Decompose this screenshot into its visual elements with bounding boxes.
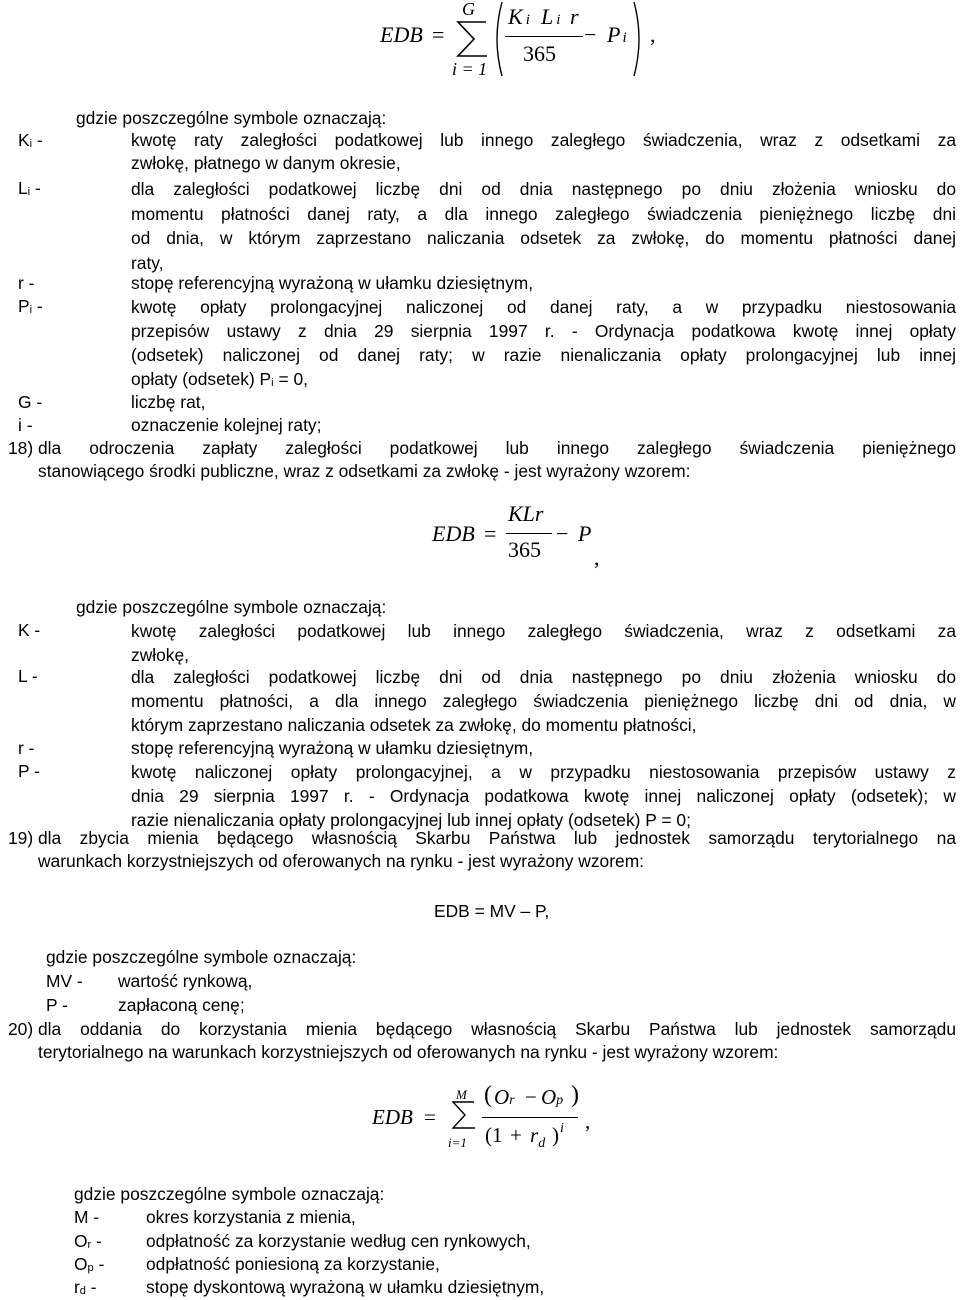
legend-4-intro: gdzie poszczególne symbole oznaczają:: [74, 1184, 385, 1204]
legend-4-definition-op: odpłatność poniesioną za korzystanie,: [146, 1254, 440, 1274]
legend-4-symbol-or: $O_r$ -: [74, 1231, 102, 1251]
f2-comma: ,: [594, 545, 600, 570]
legend-4-symbol-m: M -: [74, 1207, 100, 1227]
f1-equals: =: [432, 22, 445, 47]
f1-fraction-bar: [505, 36, 583, 37]
legend-1-definition-i: oznaczenie kolejnej raty;: [131, 415, 322, 435]
f4-den-open: (1: [485, 1123, 503, 1147]
f1-denominator: 365: [523, 41, 556, 66]
f4-lhs: EDB: [372, 1105, 413, 1129]
legend-2-definition-k: [131, 619, 956, 667]
formula-3: EDB = MV – P,: [434, 901, 550, 921]
formula-4: [0, 1080, 960, 1160]
legend-1-symbol-pi: $P_i$ -: [18, 296, 43, 316]
f1-sum-lower: i = 1: [452, 59, 488, 79]
f2-numerator: KLr: [508, 501, 544, 526]
f4-sum-upper: M: [456, 1087, 467, 1102]
legend-1-definition-li: [131, 177, 956, 275]
f1-num-r: r: [570, 4, 579, 29]
f2-equals: =: [484, 521, 497, 546]
def-line: momentu płatności, a dla innego zaległego świadczenia pieniężnego liczbę dni od dnia, w: [131, 691, 956, 711]
legend-4-symbol-op: $O_p$ -: [74, 1254, 105, 1274]
f1-num-l: L i: [541, 4, 561, 29]
f4-den-exponent: i: [560, 1121, 564, 1136]
legend-3-definition-p: zapłaconą cenę;: [118, 995, 245, 1015]
legend-4-symbol-rd: $r_d$ -: [74, 1277, 97, 1297]
f2-minus: −: [556, 521, 569, 546]
def-line: dnia 29 sierpnia 1997 r. - Ordynacja podatkowa kwotę innej naliczonej opłaty (odsetek); w: [131, 786, 956, 806]
sum-sign: [456, 20, 490, 58]
def-line: kwotę opłaty prolongacyjnej naliczonej od danej raty, a w przypadku niestosowania: [131, 297, 956, 317]
f4-num-or: Or: [494, 1085, 515, 1109]
item-19-line-1: dla zbycia mienia będącego własnością Skarbu Państwa lub jednostek samorządu terytorialnego na: [38, 828, 956, 848]
item-20-line-2: terytorialnego na warunkach korzystniejszych od oferowanych na rynku - jest wyrażony wzorem:: [38, 1042, 779, 1062]
f1-comma: ,: [650, 22, 656, 47]
f4-den-r: $r_d$: [530, 1123, 546, 1151]
item-20-number: 20): [8, 1019, 34, 1039]
item-18-number: 18): [8, 438, 34, 458]
legend-2-intro: gdzie poszczególne symbole oznaczają:: [76, 597, 387, 617]
def-line: dla zaległości podatkowej liczbę dni od dnia następnego po dniu złożenia wniosku do: [131, 667, 956, 687]
legend-1-definition-g: liczbę rat,: [131, 392, 206, 412]
f4-num-minus: −: [525, 1085, 537, 1109]
f1-num-k: K i: [508, 4, 530, 29]
item-20-line-1: dla oddania do korzystania mienia będącego własnością Skarbu Państwa lub jednostek samorządu: [38, 1019, 956, 1039]
legend-1-symbol-r: r -: [18, 273, 35, 293]
sum-sign: [451, 1100, 477, 1130]
f2-p: P: [578, 521, 592, 546]
f4-num-op: Op: [541, 1085, 564, 1109]
legend-2-definition-l: [131, 665, 956, 737]
def-line: przepisów ustawy z dnia 29 sierpnia 1997 r. - Ordynacja podatkowa kwotę innej opłaty: [131, 321, 956, 341]
f4-den-close: ): [552, 1123, 559, 1147]
def-line: opłaty (odsetek) $P_i = 0$,: [131, 369, 308, 389]
legend-2-definition-p: [131, 760, 956, 832]
legend-4-definition-rd: stopę dyskontową wyrażoną w ułamku dziesiętnym,: [146, 1277, 545, 1297]
legend-1-intro: gdzie poszczególne symbole oznaczają:: [76, 108, 387, 128]
item-18-line-1: dla odroczenia zapłaty zaległości podatkowej lub innego zaległego świadczenia pieniężnego: [38, 438, 956, 458]
legend-3-symbol-mv: MV -: [46, 971, 83, 991]
f2-denominator: 365: [508, 537, 541, 562]
legend-1-definition-ki: [131, 129, 956, 174]
f4-num-close: ): [571, 1082, 579, 1108]
f1-sum-upper: G: [462, 0, 475, 19]
f1-p: P i: [607, 22, 627, 47]
f4-num-open: (: [484, 1082, 492, 1108]
legend-2-symbol-k: K -: [18, 620, 41, 640]
legend-4-definition-or: odpłatność za korzystanie według cen rynkowych,: [146, 1231, 531, 1251]
def-line: zwłokę, płatnego w danym okresie,: [131, 152, 401, 173]
f1-lhs: EDB: [380, 22, 423, 47]
def-line: stopę referencyjną wyrażoną w ułamku dziesiętnym,: [131, 273, 534, 293]
legend-1-definition-r: [131, 272, 956, 295]
right-paren: [632, 0, 646, 78]
legend-1-symbol-i: i -: [18, 415, 33, 435]
def-line: którym zaprzestano naliczania odsetek za zwłokę, do momentu płatności,: [131, 715, 697, 735]
formula-1: [0, 0, 960, 90]
legend-4-definition-m: okres korzystania z mienia,: [146, 1207, 356, 1227]
item-19-line-2: warunkach korzystniejszych od oferowanych na rynku - jest wyrażony wzorem:: [38, 851, 645, 871]
def-line: kwotę naliczonej opłaty prolongacyjnej, a w przypadku niestosowania przepisów ustawy z: [131, 762, 956, 782]
def-line: kwotę zaległości podatkowej lub innego zaległego świadczenia, wraz z odsetkami za: [131, 621, 956, 641]
def-line: dla zaległości podatkowej liczbę dni od dnia następnego po dniu złożenia wniosku do: [131, 179, 956, 199]
left-paren: [490, 0, 504, 78]
f2-fraction-bar: [506, 533, 552, 534]
f4-comma: ,: [585, 1109, 591, 1133]
f2-lhs: EDB: [432, 521, 475, 546]
legend-2-symbol-l: L -: [18, 666, 38, 686]
legend-2-definition-r: stopę referencyjną wyrażoną w ułamku dziesiętnym,: [131, 738, 534, 758]
def-line: momentu płatności danej raty, a dla innego zaległego świadczenia pieniężnego liczbę dni: [131, 203, 956, 224]
f4-equals: =: [424, 1105, 436, 1129]
def-line: kwotę raty zaległości podatkowej lub innego zaległego świadczenia, wraz z odsetkami za: [131, 130, 956, 150]
def-line: raty,: [131, 252, 164, 273]
legend-3-definition-mv: wartość rynkową,: [118, 971, 253, 991]
def-line: (odsetek) naliczonej od danej raty; w razie nienaliczania opłaty prolongacyjnej lub innej: [131, 345, 956, 365]
legend-2-symbol-p: P -: [18, 761, 40, 781]
legend-1-symbol-li: $L_i$ -: [18, 178, 41, 198]
legend-3-symbol-p: P -: [46, 995, 68, 1015]
f4-den-plus: +: [510, 1123, 522, 1147]
legend-1-symbol-g: G -: [18, 392, 43, 412]
legend-2-symbol-r: r -: [18, 738, 35, 758]
item-19-number: 19): [8, 828, 34, 848]
f4-sum-lower: i=1: [448, 1135, 467, 1150]
def-line: razie nienaliczania opłaty prolongacyjnej lub innej opłaty (odsetek) P = 0;: [131, 810, 691, 830]
f1-minus: −: [584, 22, 597, 47]
item-18-line-2: stanowiącego środki publiczne, wraz z odsetkami za zwłokę - jest wyrażony wzorem:: [38, 461, 691, 481]
def-line: od dnia, w którym zaprzestano naliczania odsetek za zwłokę, do momentu płatności danej: [131, 228, 956, 248]
legend-1-definition-pi: [131, 295, 956, 391]
formula-2: [0, 495, 960, 575]
legend-1-symbol-ki: $K_i$ -: [18, 130, 43, 150]
legend-3-intro: gdzie poszczególne symbole oznaczają:: [46, 947, 357, 967]
def-line: zwłokę,: [131, 645, 189, 665]
